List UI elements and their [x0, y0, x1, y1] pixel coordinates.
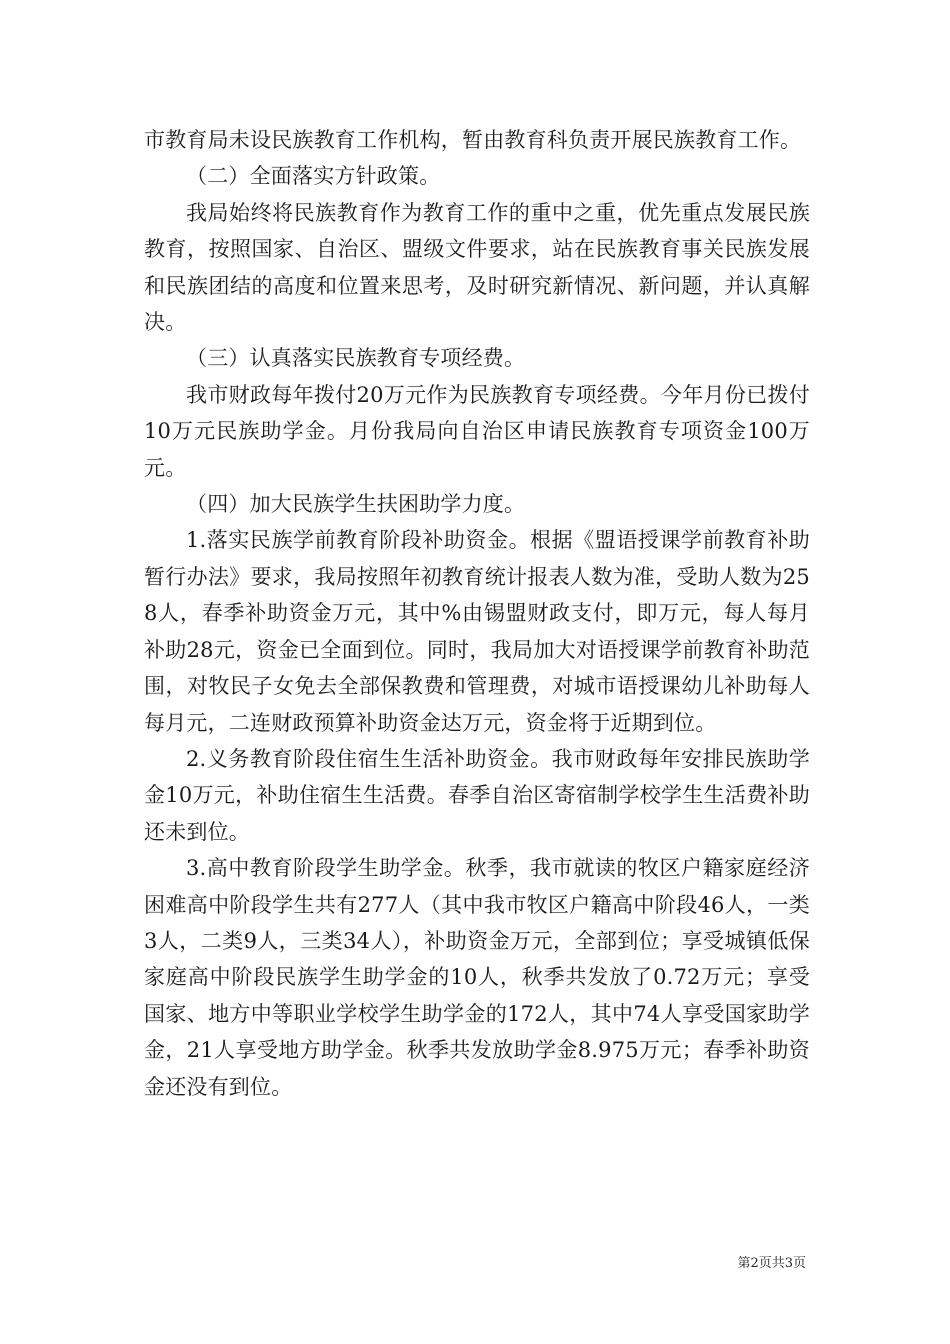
section-heading-2: （二）全面落实方针政策。: [186, 164, 441, 189]
section-heading-3: （三）认真落实民族教育专项经费。: [186, 346, 526, 371]
section-heading-4: （四）加大民族学生扶困助学力度。: [186, 492, 526, 517]
paragraph-7: 1.落实民族学前教育阶段补助资金。根据《盟语授课学前教育补助暂行办法》要求，我局按照年初教育统计报表人数为准，受助人数为258人，春季补助资金万元，其中%由锡盟财政支付，即万元，每人每月补助28元，资金已全面到位。同时，我局加大对语授课学前教育补助范围，对牧民子女免去全部保教费和管理费，对城市语授课幼儿补助每人每月元，二连财政预算补助资金达万元，资金将于近期到位。: [144, 528, 810, 735]
page-number: 第2页共3页: [737, 1256, 806, 1271]
paragraph-9: 3.高中教育阶段学生助学金。秋季，我市就读的牧区户籍家庭经济困难高中阶段学生共有277人（其中我市牧区户籍高中阶段46人，一类3人，二类9人，三类34人），补助资金万元，全部到位；享受城镇低保家庭高中阶段民族学生助学金的10人，秋季共发放了0.72万元；享受国家、地方中等职业学校学生助学金的172人，其中74人享受国家助学金，21人享受地方助学金。秋季共发放助学金8.975万元；春季补助资金还没有到位。: [144, 856, 810, 1099]
paragraph-5: 我市财政每年拨付20万元作为民族教育专项经费。今年月份已拨付10万元民族助学金。月份我局向自治区申请民族教育专项资金100万元。: [144, 382, 810, 480]
paragraph-1: 市教育局未设民族教育工作机构，暂由教育科负责开展民族教育工作。: [144, 128, 802, 152]
paragraph-8: 2.义务教育阶段住宿生生活补助资金。我市财政每年安排民族助学金10万元，补助住宿生生活费。春季自治区寄宿制学校学生生活费补助还未到位。: [144, 746, 810, 844]
document-body: [144, 122, 810, 1105]
paragraph-3: 我局始终将民族教育作为教育工作的重中之重，优先重点发展民族教育，按照国家、自治区、盟级文件要求，站在民族教育事关民族发展和民族团结的高度和位置来思考，及时研究新情况、新问题，并认真解决。: [144, 200, 810, 335]
